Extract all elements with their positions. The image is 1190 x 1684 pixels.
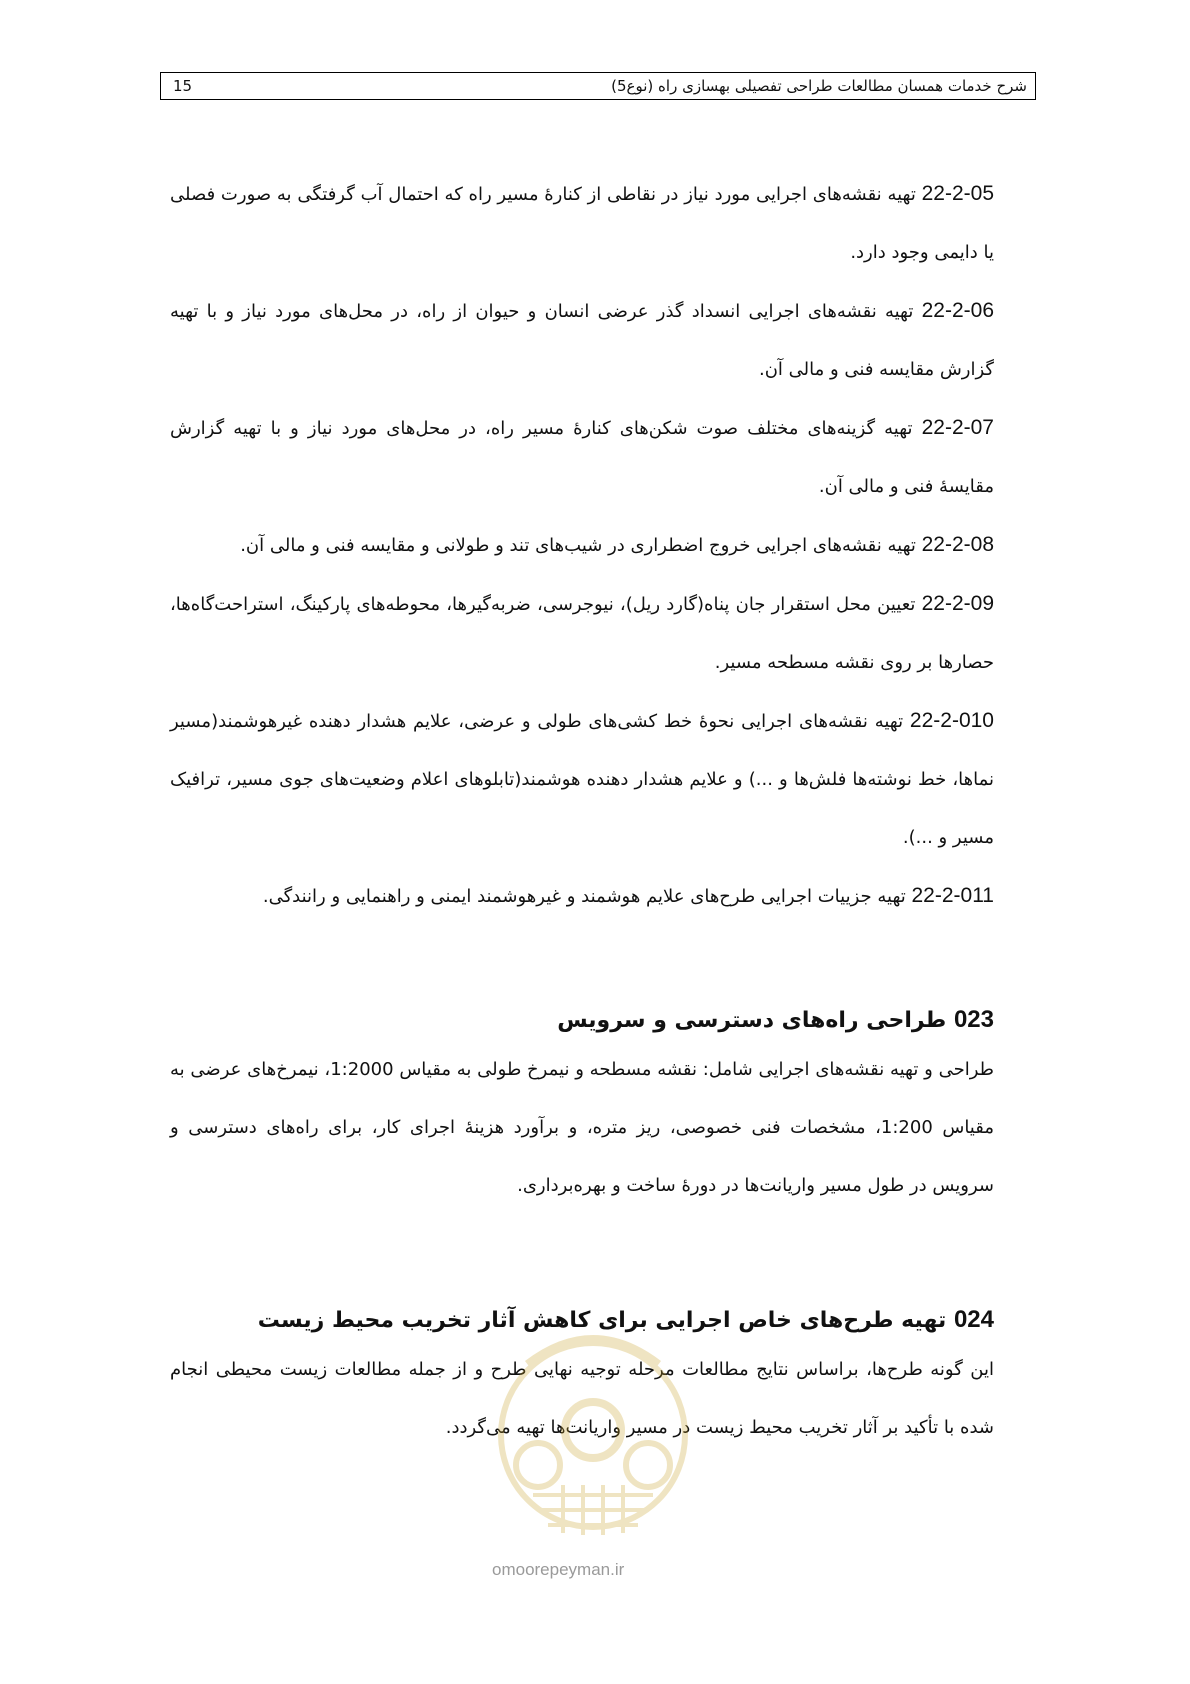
list-item — [170, 282, 994, 399]
watermark-text: omoorepeyman.ir — [492, 1560, 625, 1579]
item-code: 22-2-08 — [921, 533, 994, 556]
items-list — [170, 165, 994, 926]
section-body: این گونه طرح‌ها، براساس نتایج مطالعات مرحله توجیه نهایی طرح و از جمله مطالعات زیست محیطی انجام شده با تأکید بر آثار تخریب محیط زیست در مسیر واریانت‌ها تهیه می‌گردد. — [170, 1359, 994, 1438]
section-number: 024 — [953, 1306, 994, 1333]
list-item — [170, 867, 994, 926]
item-text: تهیه گزینه‌های مختلف صوت شکن‌های کنارۀ مسیر راه، در محل‌های مورد نیاز و با تهیه گزارش مقایسۀ فنی و مالی آن. — [170, 418, 994, 497]
list-item — [170, 575, 994, 692]
item-text: تهیه نقشه‌های اجرایی انسداد گذر عرضی انسان و حیوان از راه، در محل‌های مورد نیاز و با تهیه گزارش مقایسه فنی و مالی آن. — [170, 301, 994, 380]
item-text: تهیه نقشه‌های اجرایی مورد نیاز در نقاطی از کنارۀ مسیر راه که احتمال آب گرفتگی به صورت فصلی یا دایمی وجود دارد. — [170, 184, 994, 263]
section-title: طراحی راه‌های دسترسی و سرویس — [557, 1008, 947, 1033]
item-code: 22-2-05 — [921, 182, 994, 205]
item-code: 22-2-07 — [921, 416, 994, 439]
section-access-roads — [170, 1000, 994, 1215]
list-item — [170, 692, 994, 867]
section-body: طراحی و تهیه نقشه‌های اجرایی شامل: نقشه مسطحه و نیمرخ طولی به مقیاس 1:2000، نیمرخ‌های عرضی به مقیاس 1:200، مشخصات فنی خصوصی، ریز متره، و برآورد هزینۀ اجرای کار، برای راه‌های دسترسی و سرویس در طول مسیر واریانت‌ها در دورۀ ساخت و بهره‌برداری. — [170, 1059, 994, 1196]
page-header — [160, 72, 1036, 100]
list-item — [170, 399, 994, 516]
section-heading — [170, 1000, 994, 1041]
item-code: 22-2-010 — [909, 709, 994, 732]
item-code: 22-2-011 — [911, 884, 994, 907]
item-text: تعیین محل استقرار جان پناه(گارد ریل)، نیوجرسی، ضربه‌گیرها، محوطه‌های پارکینگ، استراحت‌گاه‌ها، حصارها بر روی نقشه مسطحه مسیر. — [170, 594, 994, 673]
item-text: تهیه نقشه‌های اجرایی خروج اضطراری در شیب‌های تند و طولانی و مقایسه فنی و مالی آن. — [240, 535, 916, 556]
page-number: 15 — [173, 77, 193, 95]
item-code: 22-2-06 — [921, 299, 994, 322]
document-title: شرح خدمات همسان مطالعات طراحی تفصیلی بهسازی راه (نوع5) — [611, 77, 1027, 95]
item-text: تهیه جزییات اجرایی طرح‌های علایم هوشمند و غیرهوشمند ایمنی و راهنمایی و رانندگی. — [262, 886, 906, 907]
list-item — [170, 165, 994, 282]
item-code: 22-2-09 — [921, 592, 994, 615]
item-text: تهیه نقشه‌های اجرایی نحوۀ خط کشی‌های طولی و عرضی، علایم هشدار دهنده غیرهوشمند(مسیر نماها، خط نوشته‌ها فلش‌ها و ...) و علایم هشدار دهنده هوشمند(تابلوهای اعلام وضعیت‌های جوی مسیر، ترافیک مسیر و ...). — [170, 711, 994, 848]
section-number: 023 — [953, 1006, 994, 1033]
list-item — [170, 516, 994, 575]
section-title: تهیه طرح‌های خاص اجرایی برای کاهش آثار تخریب محیط زیست — [257, 1308, 947, 1333]
watermark-logo-icon — [488, 1305, 698, 1555]
watermark-url — [492, 1560, 624, 1580]
